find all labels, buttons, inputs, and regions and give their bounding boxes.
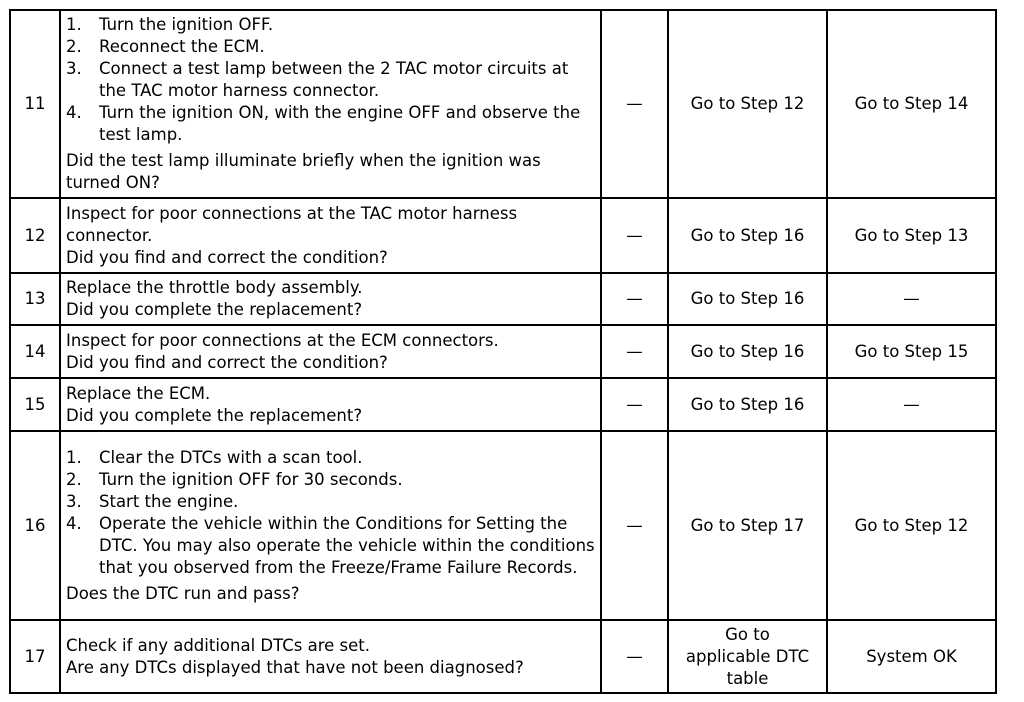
yes-cell: Go to Step 16	[668, 198, 827, 273]
question-text: Did you find and correct the condition?	[66, 247, 388, 267]
action-text: Replace the throttle body assembly.	[66, 278, 363, 297]
no-cell: Go to Step 12	[827, 431, 996, 620]
list-item: 4. Turn the ignition ON, with the engine OFF and observe the test lamp.	[66, 103, 581, 144]
list-item: 2. Turn the ignition OFF for 30 seconds.	[66, 469, 403, 489]
step-number: 11	[10, 10, 60, 198]
no-cell: Go to Step 15	[827, 325, 996, 378]
step-number: 13	[10, 273, 60, 325]
value-cell: —	[601, 10, 668, 198]
action-text: Replace the ECM.	[66, 383, 211, 403]
yes-cell: Go to Step 12	[668, 10, 827, 198]
yes-cell: Go to applicable DTC table	[668, 620, 827, 693]
action-cell	[60, 10, 601, 198]
question-text: Did you find and correct the condition?	[66, 352, 388, 372]
list-item: 1. Clear the DTCs with a scan tool.	[66, 447, 363, 467]
list-item: 1. Turn the ignition OFF.	[66, 15, 274, 34]
table-row	[10, 431, 996, 620]
question-text: Did the test lamp illuminate briefly when the ignition was turned ON?	[66, 151, 541, 192]
action-text: Inspect for poor connections at the TAC motor harness connector.	[66, 203, 518, 245]
step-number: 17	[10, 620, 60, 693]
step-number: 12	[10, 198, 60, 273]
no-cell: Go to Step 14	[827, 10, 996, 198]
no-cell: System OK	[827, 620, 996, 693]
question-text: Did you complete the replacement?	[66, 300, 363, 319]
list-item: 3. Connect a test lamp between the 2 TAC motor circuits at the TAC motor harness connector.	[66, 59, 569, 100]
table-row	[10, 378, 996, 431]
value-cell: —	[601, 431, 668, 620]
list-item: 4. Operate the vehicle within the Conditions for Setting the DTC. You may also operate the vehicle within the conditions that you observed from the Freeze/Frame Failure Records.	[66, 513, 595, 577]
diagnostic-table	[9, 9, 997, 694]
value-cell: —	[601, 378, 668, 431]
action-text: Inspect for poor connections at the ECM connectors.	[66, 330, 499, 350]
step-number: 15	[10, 378, 60, 431]
step-number: 16	[10, 431, 60, 620]
action-cell	[60, 273, 601, 325]
no-cell: Go to Step 13	[827, 198, 996, 273]
action-list	[66, 447, 596, 579]
value-cell: —	[601, 325, 668, 378]
table-row	[10, 198, 996, 273]
action-cell	[60, 378, 601, 431]
list-item: 2. Reconnect the ECM.	[66, 37, 265, 56]
action-cell	[60, 431, 601, 620]
no-cell: —	[827, 273, 996, 325]
value-cell: —	[601, 620, 668, 693]
action-cell	[60, 325, 601, 378]
question-text: Are any DTCs displayed that have not been diagnosed?	[66, 657, 524, 677]
table-row	[10, 620, 996, 693]
list-item: 3. Start the engine.	[66, 491, 239, 511]
question-text: Does the DTC run and pass?	[66, 583, 300, 603]
table-row	[10, 273, 996, 325]
action-list	[66, 14, 596, 146]
table-row	[10, 10, 996, 198]
no-cell: —	[827, 378, 996, 431]
yes-cell: Go to Step 16	[668, 273, 827, 325]
yes-cell: Go to Step 16	[668, 378, 827, 431]
step-number: 14	[10, 325, 60, 378]
yes-cell: Go to Step 16	[668, 325, 827, 378]
value-cell: —	[601, 273, 668, 325]
yes-cell: Go to Step 17	[668, 431, 827, 620]
question-text: Did you complete the replacement?	[66, 405, 363, 425]
value-cell: —	[601, 198, 668, 273]
action-cell	[60, 620, 601, 693]
table-row	[10, 325, 996, 378]
action-cell	[60, 198, 601, 273]
action-text: Check if any additional DTCs are set.	[66, 635, 370, 655]
